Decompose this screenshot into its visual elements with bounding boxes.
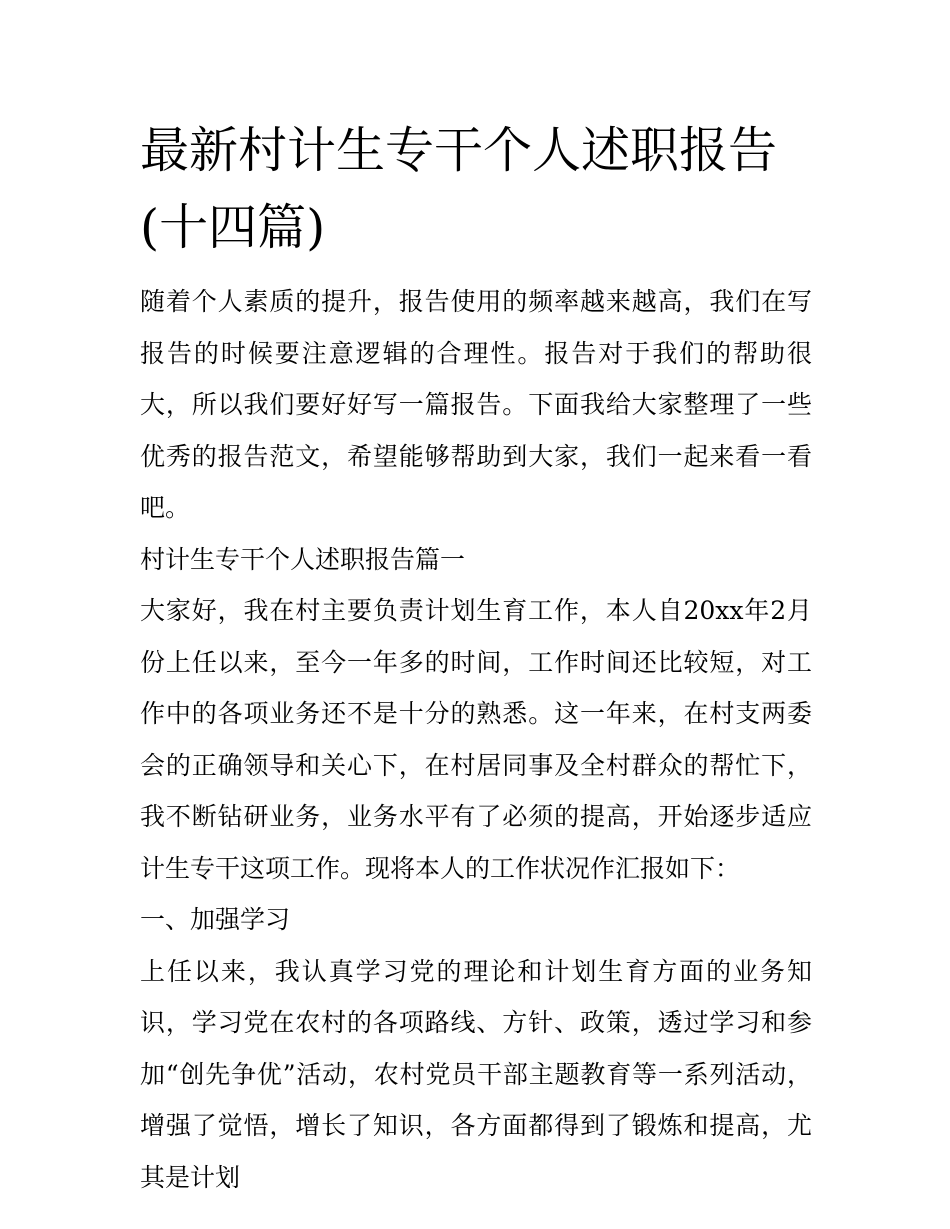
document-title: 最新村计生专干个人述职报告(十四篇)	[140, 122, 778, 256]
section-heading-part-one: 村计生专干个人述职报告篇一	[140, 544, 466, 574]
section-heading-study: 一、加强学习	[140, 905, 291, 934]
body-paragraph: 大家好，我在村主要负责计划生育工作，本人自20xx年2月份上任以来，至今一年多的时间，工作时间还比较短，对工作中的各项业务还不是十分的熟悉。这一年来，在村支两委会的正确领导和关心下，在村居同事及全村群众的帮忙下，我不断钻研业务，业务水平有了必须的提高，开始逐步适应计生专干这项工作。现将本人的工作状况作汇报如下：	[140, 596, 812, 883]
intro-paragraph: 随着个人素质的提升，报告使用的频率越来越高，我们在写报告的时候要注意逻辑的合理性。报告对于我们的帮助很大，所以我们要好好写一篇报告。下面我给大家整理了一些优秀的报告范文，希望能够帮助到大家，我们一起来看一看吧。	[140, 287, 812, 522]
document-page	[140, 112, 812, 1203]
body-paragraph-study: 上任以来，我认真学习党的理论和计划生育方面的业务知识，学习党在农村的各项路线、方针、政策，透过学习和参加“创先争优”活动，农村党员干部主题教育等一系列活动，增强了觉悟，增长了知识，各方面都得到了锻炼和提高，尤其是计划	[140, 956, 812, 1192]
